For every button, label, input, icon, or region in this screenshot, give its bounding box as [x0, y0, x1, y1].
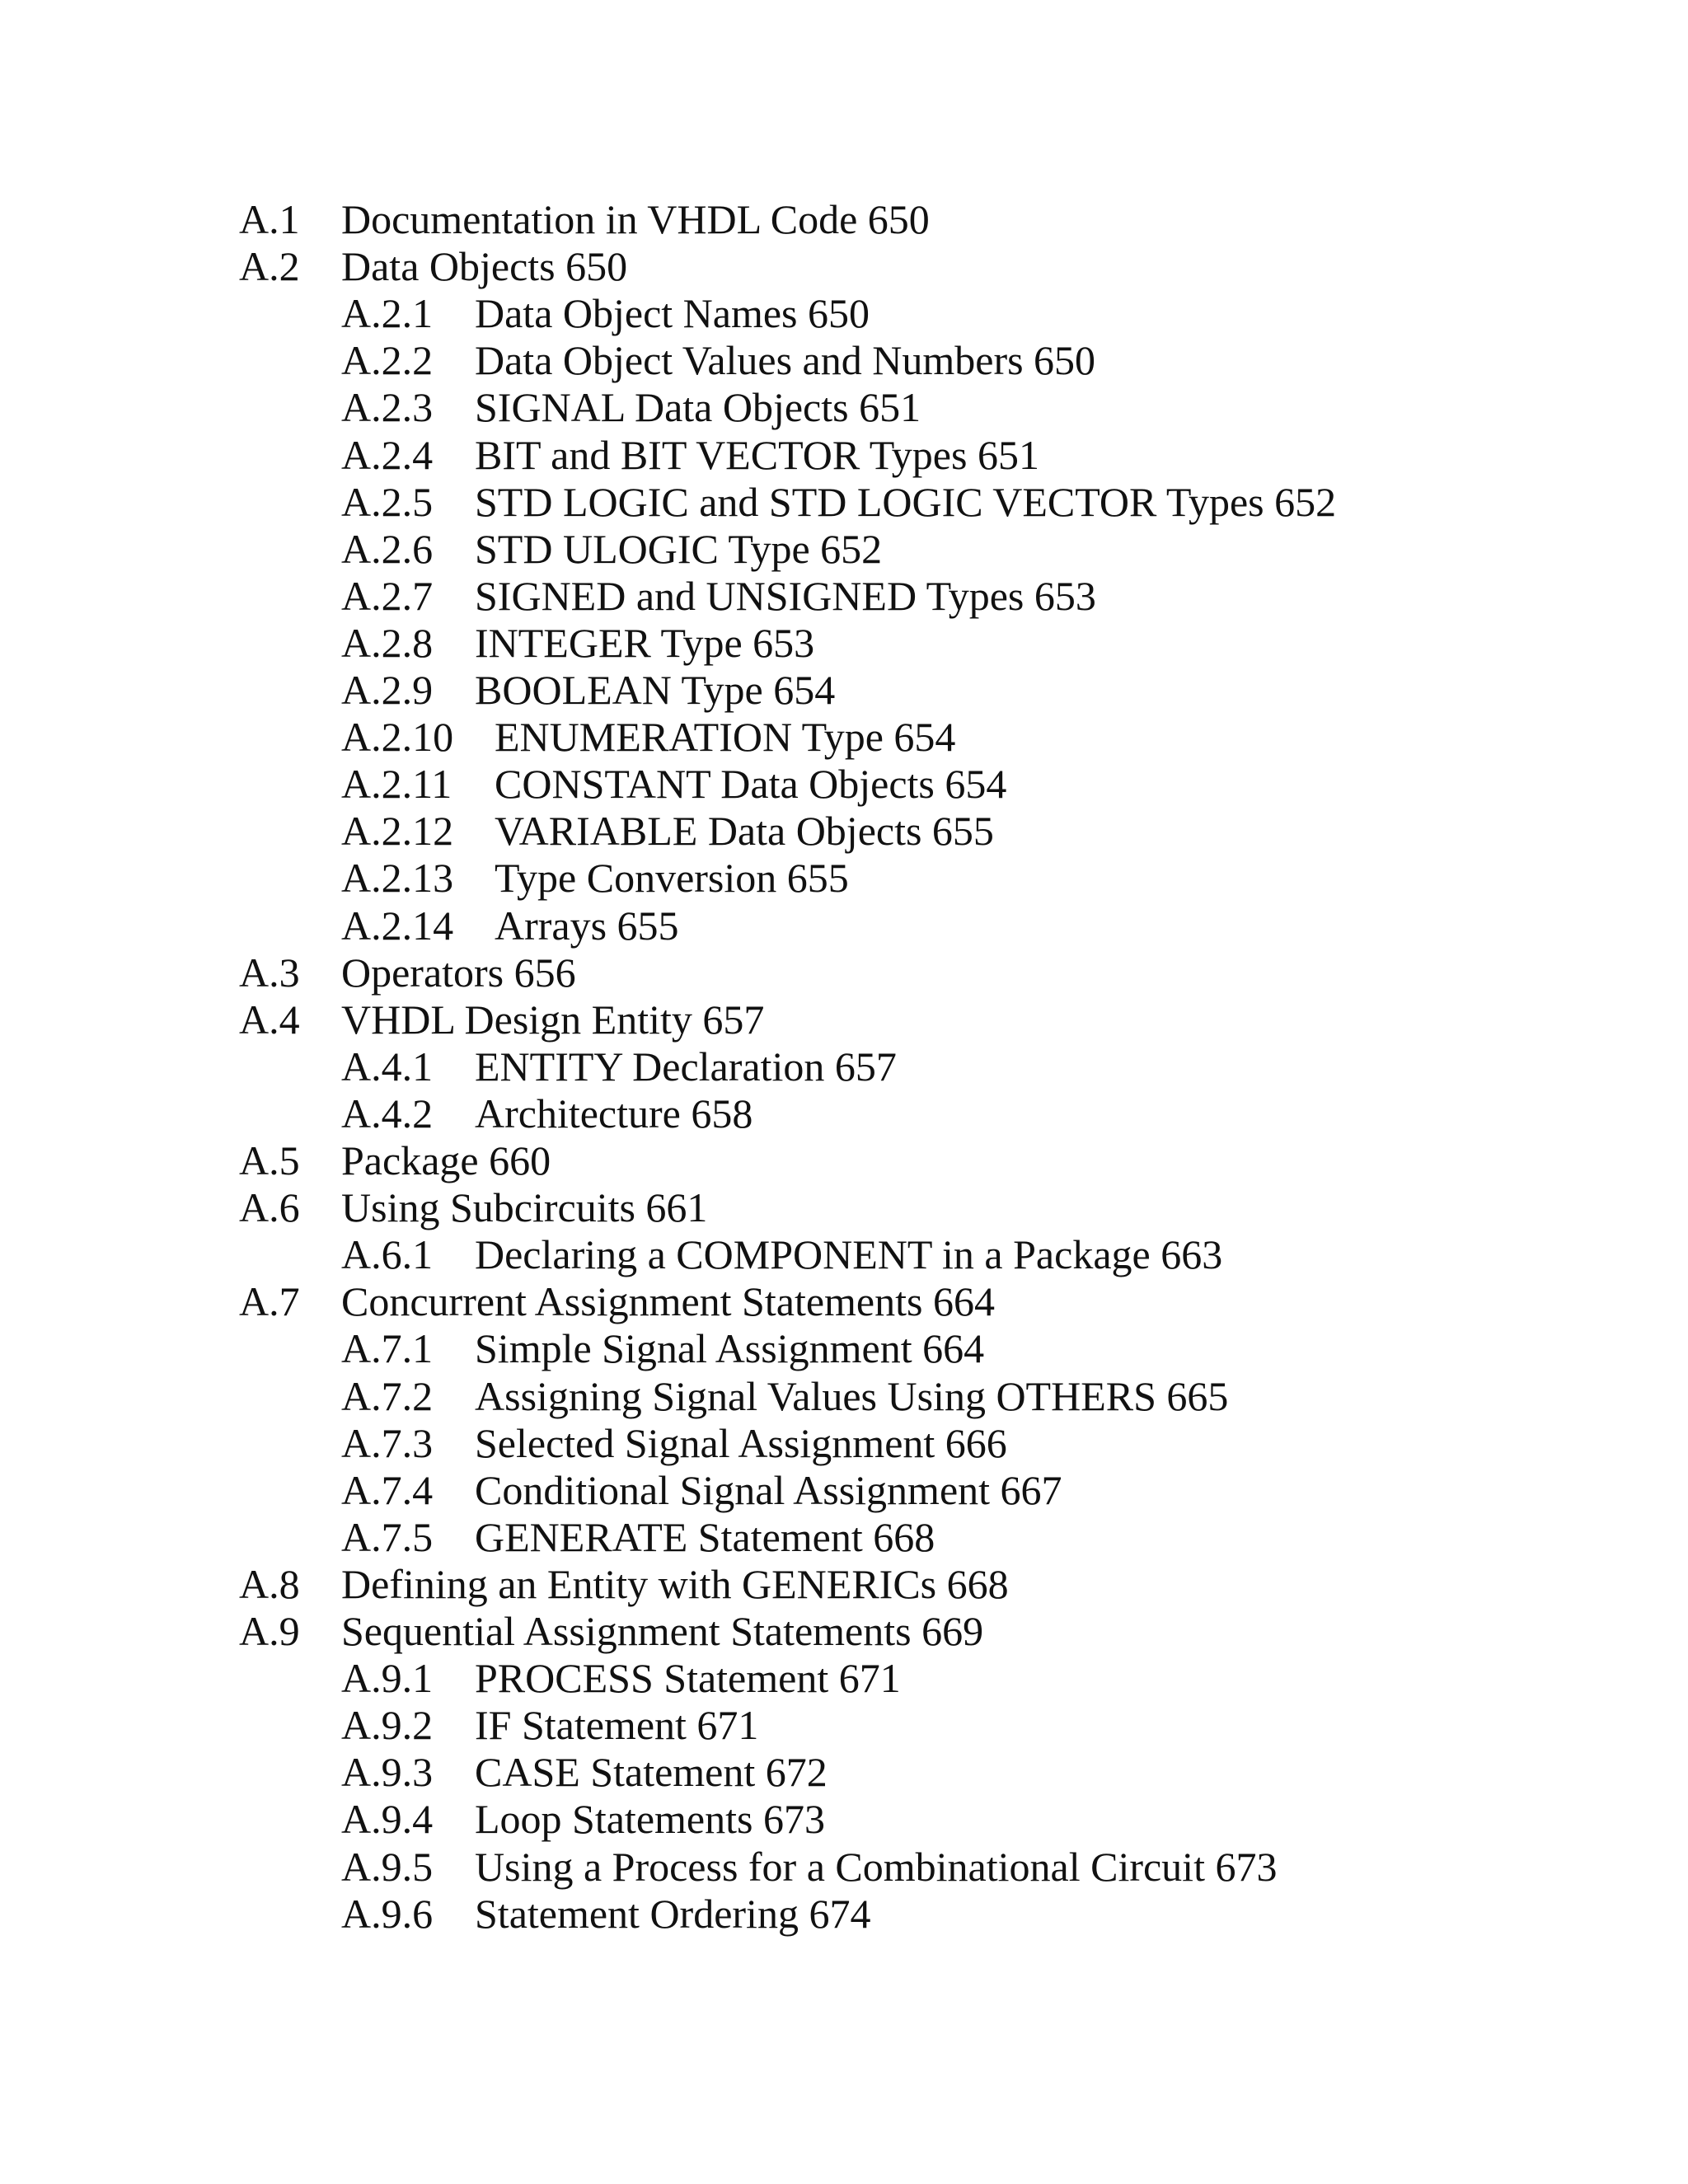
toc-entry-number: A.2.5	[341, 478, 434, 525]
toc-entry-number: A.9.3	[341, 1749, 434, 1796]
toc-entry-number: A.2.4	[341, 431, 434, 478]
toc-entry-title: STD ULOGIC Type 652	[475, 525, 883, 572]
toc-entry-title: Concurrent Assignment Statements 664	[341, 1278, 995, 1325]
toc-entry-title: Operators 656	[341, 949, 576, 996]
toc-entry-title: Documentation in VHDL Code 650	[341, 196, 930, 242]
toc-entry-title: ENUMERATION Type 654	[495, 714, 956, 761]
toc-entry-title: VARIABLE Data Objects 655	[495, 808, 994, 855]
toc-entry-title: Using Subcircuits 661	[341, 1184, 708, 1231]
toc-entry-number: A.2.13	[341, 855, 454, 902]
toc-entry-title: Using a Process for a Combinational Circuit 673	[475, 1843, 1278, 1890]
toc-entry-title: Statement Ordering 674	[475, 1890, 871, 1937]
toc-entry-title: Arrays 655	[495, 902, 679, 949]
toc-entry-number: A.7.1	[341, 1325, 434, 1372]
toc-entry-title: INTEGER Type 653	[475, 619, 815, 666]
toc-entry-title: STD LOGIC and STD LOGIC VECTOR Types 652	[475, 478, 1337, 525]
toc-entry-number: A.4.2	[341, 1090, 434, 1137]
toc-entry-title: Sequential Assignment Statements 669	[341, 1608, 984, 1654]
toc-entry-number: A.2.6	[341, 525, 434, 572]
toc-entry-number: A.4.1	[341, 1043, 434, 1090]
toc-entry-title: Data Object Values and Numbers 650	[475, 337, 1096, 384]
toc-entry-number: A.2.1	[341, 290, 434, 337]
toc-entry-title: Assigning Signal Values Using OTHERS 665	[475, 1372, 1229, 1419]
toc-entry-title: IF Statement 671	[475, 1702, 759, 1749]
toc-entry-number: A.2.10	[341, 714, 454, 761]
toc-entry-title: CASE Statement 672	[475, 1749, 828, 1796]
toc-entry-number: A.2.7	[341, 572, 434, 619]
toc-entry-title: BOOLEAN Type 654	[475, 667, 836, 713]
toc-entry-number: A.2.2	[341, 337, 434, 384]
toc-entry-number: A.7.2	[341, 1372, 434, 1419]
toc-entry-title: BIT and BIT VECTOR Types 651	[475, 431, 1039, 478]
toc-entry-number: A.2.11	[341, 761, 452, 808]
toc-entry-title: Defining an Entity with GENERICs 668	[341, 1560, 1009, 1607]
toc-entry-number: A.7.4	[341, 1466, 434, 1513]
toc-entry-number: A.2	[239, 243, 300, 290]
toc-entry-number: A.8	[239, 1560, 300, 1607]
toc-entry-title: SIGNED and UNSIGNED Types 653	[475, 572, 1096, 619]
toc-entry-number: A.9.6	[341, 1890, 434, 1937]
toc-entry-number: A.7	[239, 1278, 300, 1325]
toc-entry-number: A.2.3	[341, 384, 434, 431]
toc-entry-number: A.7.5	[341, 1513, 434, 1560]
toc-entry-title: Data Objects 650	[341, 243, 628, 290]
toc-entry-title: Data Object Names 650	[475, 290, 870, 337]
toc-entry-title: Conditional Signal Assignment 667	[475, 1466, 1062, 1513]
toc-entry-title: Package 660	[341, 1137, 551, 1183]
toc-entry-title: GENERATE Statement 668	[475, 1513, 935, 1560]
toc-entry-title: PROCESS Statement 671	[475, 1655, 901, 1702]
toc-entry-title: Loop Statements 673	[475, 1796, 825, 1843]
toc-entry-title: Type Conversion 655	[495, 855, 849, 902]
toc-entry-title: SIGNAL Data Objects 651	[475, 384, 921, 431]
toc-entry-title: ENTITY Declaration 657	[475, 1043, 897, 1090]
toc-entry-number: A.9.4	[341, 1796, 434, 1843]
toc-entry-number: A.1	[239, 196, 300, 242]
toc-entry-number: A.2.14	[341, 902, 454, 949]
toc-entry-title: Simple Signal Assignment 664	[475, 1325, 985, 1372]
toc-entry-number: A.2.8	[341, 619, 434, 666]
toc-entry-title: CONSTANT Data Objects 654	[495, 761, 1007, 808]
toc-entry-number: A.2.12	[341, 808, 454, 855]
toc-entry-number: A.9.2	[341, 1702, 434, 1749]
toc-entry-number: A.3	[239, 949, 300, 996]
toc-entry-title: Architecture 658	[475, 1090, 753, 1137]
toc-entry-title: Declaring a COMPONENT in a Package 663	[475, 1231, 1223, 1278]
toc-entry-number: A.6.1	[341, 1231, 434, 1278]
toc-entry-title: VHDL Design Entity 657	[341, 996, 765, 1043]
toc-entry-number: A.7.3	[341, 1419, 434, 1466]
toc-entry-number: A.2.9	[341, 667, 434, 713]
toc-entry-number: A.6	[239, 1184, 300, 1231]
toc-entry-number: A.9.5	[341, 1843, 434, 1890]
toc-entry-number: A.9	[239, 1608, 300, 1654]
toc-entry-number: A.9.1	[341, 1655, 434, 1702]
toc-entry-number: A.5	[239, 1137, 300, 1183]
toc-entry-number: A.4	[239, 996, 300, 1043]
toc-entry-title: Selected Signal Assignment 666	[475, 1419, 1007, 1466]
